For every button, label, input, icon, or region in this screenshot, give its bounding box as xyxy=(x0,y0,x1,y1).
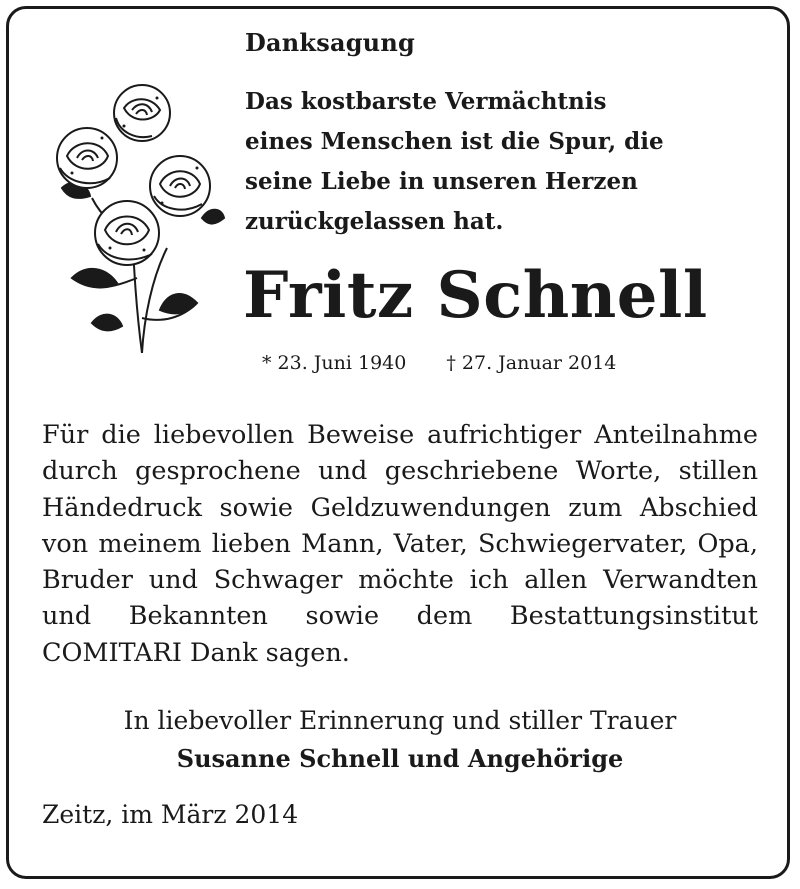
quote-line: eines Menschen ist die Spur, die xyxy=(245,128,664,155)
notice-heading: Danksagung xyxy=(245,28,415,57)
thanks-paragraph: Für die liebevollen Beweise aufrichtiger Anteilnahme durch gesprochene und geschriebene Worte, stillen Händedruck sowie Geldzuwendungen zum Abschied von meinem lieben Mann, Vater, Schwiegervater, Opa, Bruder und Schwager möchte ich allen Verwandten und Bekannten sowie dem Bestattungsinstitut COMITARI Dank sagen. xyxy=(42,420,758,668)
closing-block xyxy=(0,702,800,778)
deceased-name: Fritz Schnell xyxy=(243,258,708,333)
roses-icon xyxy=(32,78,228,358)
quote-line: seine Liebe in unseren Herzen xyxy=(245,168,638,195)
quote-line: Das kostbarste Vermächtnis xyxy=(245,88,607,115)
quote-line: zurückgelassen hat. xyxy=(245,208,504,235)
death-date: † 27. Januar 2014 xyxy=(446,352,617,374)
closing-line: In liebevoller Erinnerung und stiller Trauer xyxy=(123,706,677,735)
place-date: Zeitz, im März 2014 xyxy=(42,800,299,829)
life-dates xyxy=(262,352,616,374)
signers: Susanne Schnell und Angehörige xyxy=(176,744,624,773)
birth-date: * 23. Juni 1940 xyxy=(262,352,407,374)
memorial-quote xyxy=(245,82,765,242)
